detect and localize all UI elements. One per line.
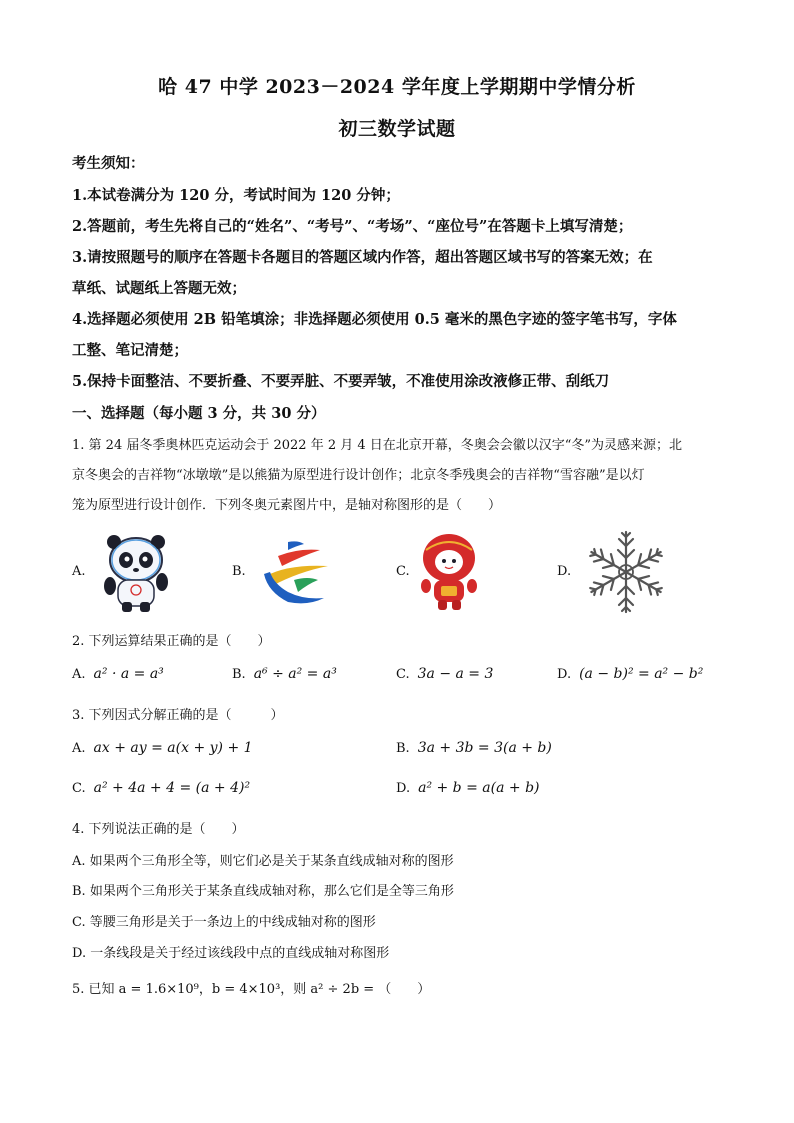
section-heading: 一、选择题（每小题 3 分，共 30 分） [72,405,326,422]
q1-option-d-label: D. [557,564,572,579]
lantern-mascot-image [414,530,484,614]
q4-option-d: D. 一条线段是关于经过该线段中点的直线成轴对称图形 [72,946,390,961]
winter-games-emblem-image [258,536,334,608]
option-label: A. [72,667,86,682]
notice-item: 1.本试卷满分为 120 分，考试时间为 120 分钟； [72,187,400,204]
q1-stem-line: 笼为原型进行设计创作．下列冬奥元素图片中，是轴对称图形的是（ ） [72,498,502,513]
q5-stem: 5. 已知 a = 1.6×10⁹，b = 4×10³，则 a² ÷ 2b = （ ） [72,982,431,997]
snowflake-image [580,528,672,616]
q2-option-b [232,666,337,682]
notice-item: 2.答题前，考生先将自己的“姓名”、“考号”、“考场”、“座位号”在答题卡上填写清楚； [72,218,633,235]
option-formula: a² + 4a + 4 = (a + 4)² [93,780,251,796]
option-formula: (a − b)² = a² − b² [579,666,704,682]
q3-option-d [396,780,540,796]
q1-stem-line: 1. 第 24 届冬季奥林匹克运动会于 2022 年 2 月 4 日在北京开幕，冬奥会会徽以汉字“冬”为灵感来源；北 [72,438,683,453]
q2-option-a [72,666,164,682]
notice-item: 工整、笔记清楚； [72,342,188,359]
option-label: C. [396,667,410,682]
q4-stem: 4. 下列说法正确的是（ ） [72,822,245,837]
notice-item: 3.请按照题号的顺序在答题卡各题目的答题区域内作答，超出答题区域书写的答案无效；在 [72,249,653,266]
q3-option-a [72,740,253,756]
notice-item: 5.保持卡面整洁、不要折叠、不要弄脏、不要弄皱，不准使用涂改液修正带、刮纸刀 [72,373,610,390]
option-formula: a⁶ ÷ a² = a³ [253,666,337,682]
q2-option-d [557,666,703,682]
option-label: B. [396,741,410,756]
option-formula: 3a − a = 3 [417,666,494,682]
page-subtitle: 初三数学试题 [338,118,456,140]
q1-option-b-label: B. [232,564,246,579]
option-label: A. [72,741,86,756]
option-formula: a² · a = a³ [93,666,164,682]
q4-option-b: B. 如果两个三角形关于某条直线成轴对称，那么它们是全等三角形 [72,884,454,899]
panda-mascot-image [94,530,178,614]
option-formula: ax + ay = a(x + y) + 1 [93,740,253,756]
q2-option-c [396,666,493,682]
q1-stem-line: 京冬奥会的吉祥物“冰墩墩”是以熊猫为原型进行设计创作；北京冬季残奥会的吉祥物“雪容融”是以灯 [72,468,645,483]
option-label: D. [396,781,411,796]
option-formula: a² + b = a(a + b) [418,780,540,796]
option-formula: 3a + 3b = 3(a + b) [417,740,552,756]
q1-option-a-label: A. [72,564,86,579]
q2-stem: 2. 下列运算结果正确的是（ ） [72,634,271,649]
notice-item: 草纸、试题纸上答题无效； [72,280,246,297]
option-label: B. [232,667,246,682]
q3-stem: 3. 下列因式分解正确的是（ ） [72,708,284,723]
page-title: 哈 47 中学 2023－2024 学年度上学期期中学情分析 [158,76,636,98]
q4-option-c: C. 等腰三角形是关于一条边上的中线成轴对称的图形 [72,915,376,930]
q1-option-c-label: C. [396,564,410,579]
q3-option-b [396,740,552,756]
option-label: D. [557,667,572,682]
notice-heading: 考生须知： [72,155,145,172]
q3-option-c [72,780,250,796]
notice-item: 4.选择题必须使用 2B 铅笔填涂；非选择题必须使用 0.5 毫米的黑色字迹的签字笔书写，字体 [72,311,677,328]
option-label: C. [72,781,86,796]
q4-option-a: A. 如果两个三角形全等，则它们必是关于某条直线成轴对称的图形 [72,854,454,869]
